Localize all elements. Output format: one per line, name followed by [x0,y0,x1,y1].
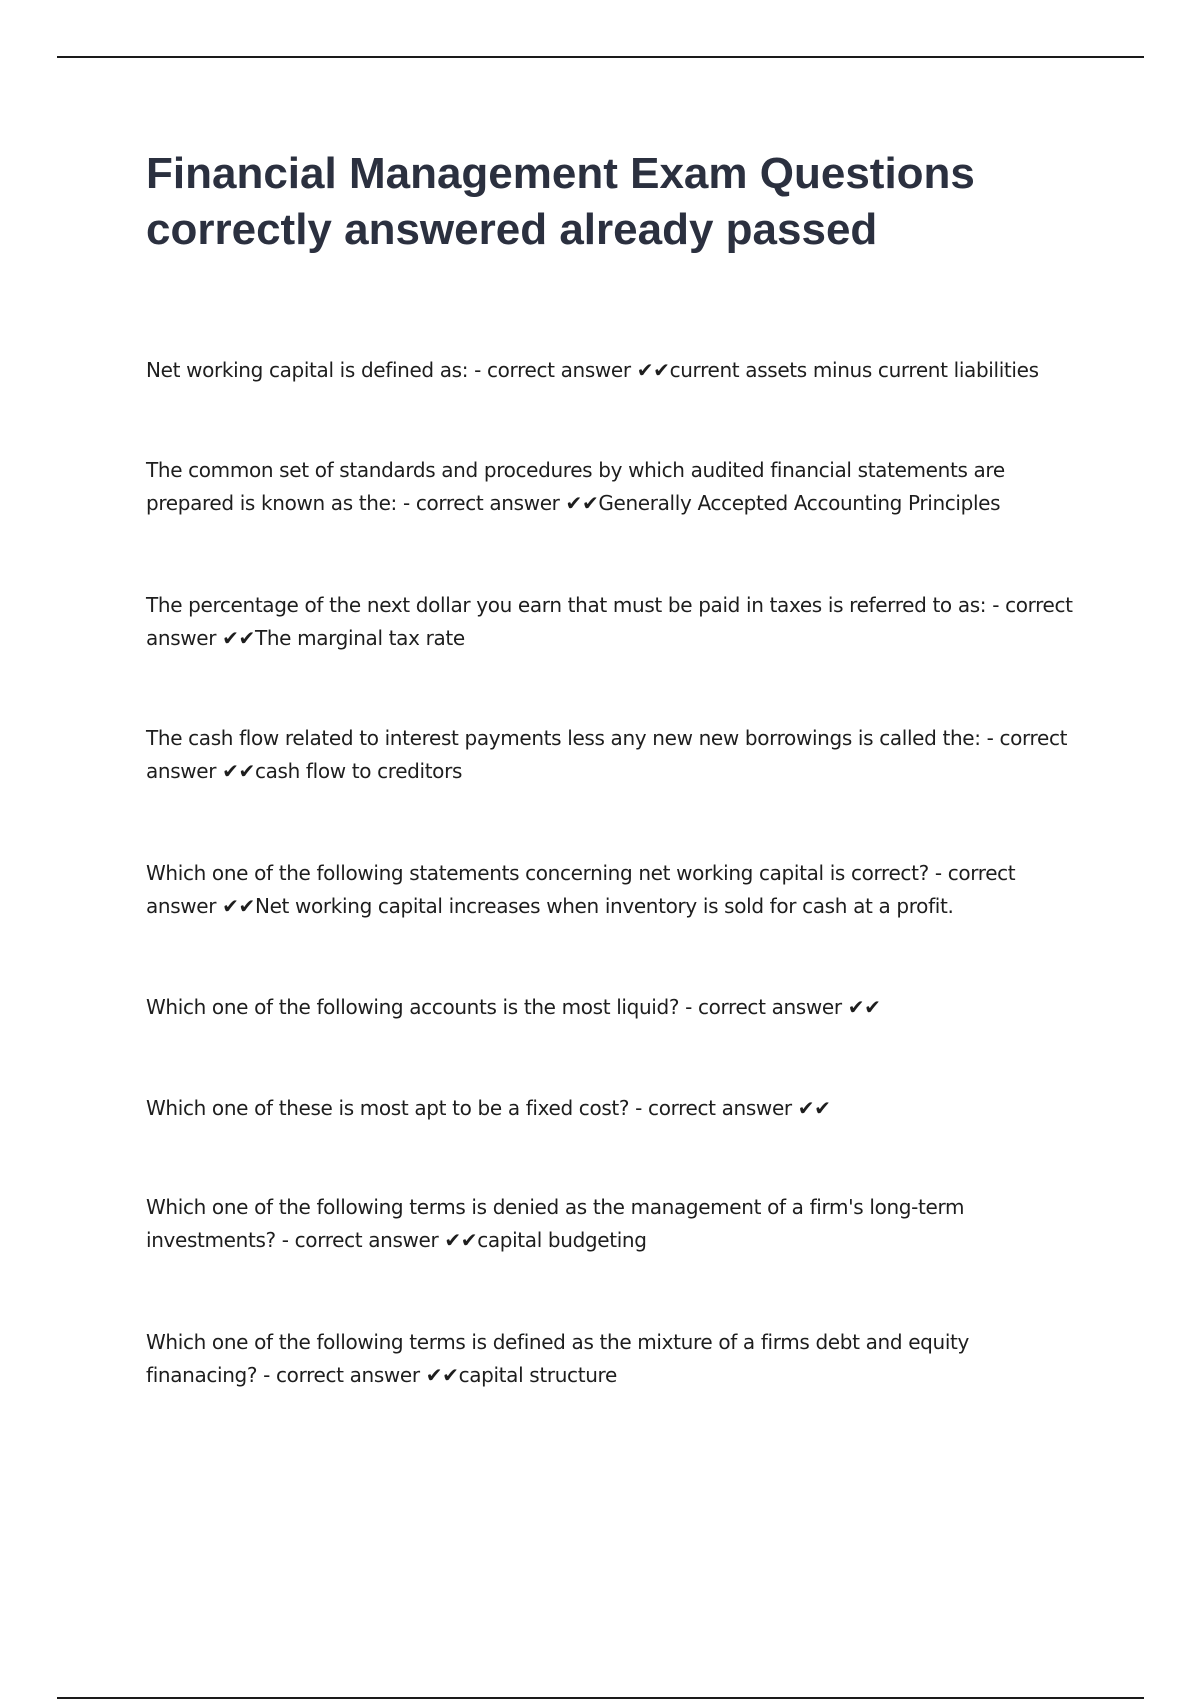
answer-text: capital structure [458,1363,617,1387]
answer-text: cash flow to creditors [254,759,463,783]
question-text: The common set of standards and procedures by which audited financial statements are prepared is known as the: - correct answer ✔✔ [146,458,1005,515]
qa-item [146,354,1086,387]
question-text: Which one of these is most apt to be a fixed cost? - correct answer ✔✔ [146,1096,831,1120]
qa-item [146,589,1086,655]
answer-text: The marginal tax rate [254,626,465,650]
qa-item [146,454,1086,520]
qa-item [146,991,1086,1024]
top-divider [57,56,1144,58]
answer-text: Generally Accepted Accounting Principles [598,491,1001,515]
question-text: Which one of the following terms is denied as the management of a firm's long-term investments? - correct answer ✔✔ [146,1195,965,1252]
question-text: Which one of the following accounts is the most liquid? - correct answer ✔✔ [146,995,881,1019]
answer-text: current assets minus current liabilities [669,358,1039,382]
question-text: The percentage of the next dollar you earn that must be paid in taxes is referred to as: - correct answer ✔✔ [146,593,1073,650]
question-text: Which one of the following terms is defined as the mixture of a firms debt and equity finanacing? - correct answer ✔✔ [146,1330,970,1387]
qa-item [146,1092,1086,1125]
bottom-divider [57,1697,1144,1699]
answer-text: capital budgeting [477,1228,647,1252]
qa-item [146,857,1086,923]
answer-text: Net working capital increases when inventory is sold for cash at a profit. [254,894,954,918]
question-text: Net working capital is defined as: - correct answer ✔✔ [146,358,670,382]
document-title: Financial Management Exam Questions correctly answered already passed [146,149,975,254]
qa-item [146,1326,1086,1392]
question-text: The cash flow related to interest payments less any new new borrowings is called the: - correct answer ✔✔ [146,726,1068,783]
qa-item [146,722,1086,788]
qa-item [146,1191,1086,1257]
question-text: Which one of the following statements concerning net working capital is correct? - correct answer ✔✔ [146,861,1016,918]
